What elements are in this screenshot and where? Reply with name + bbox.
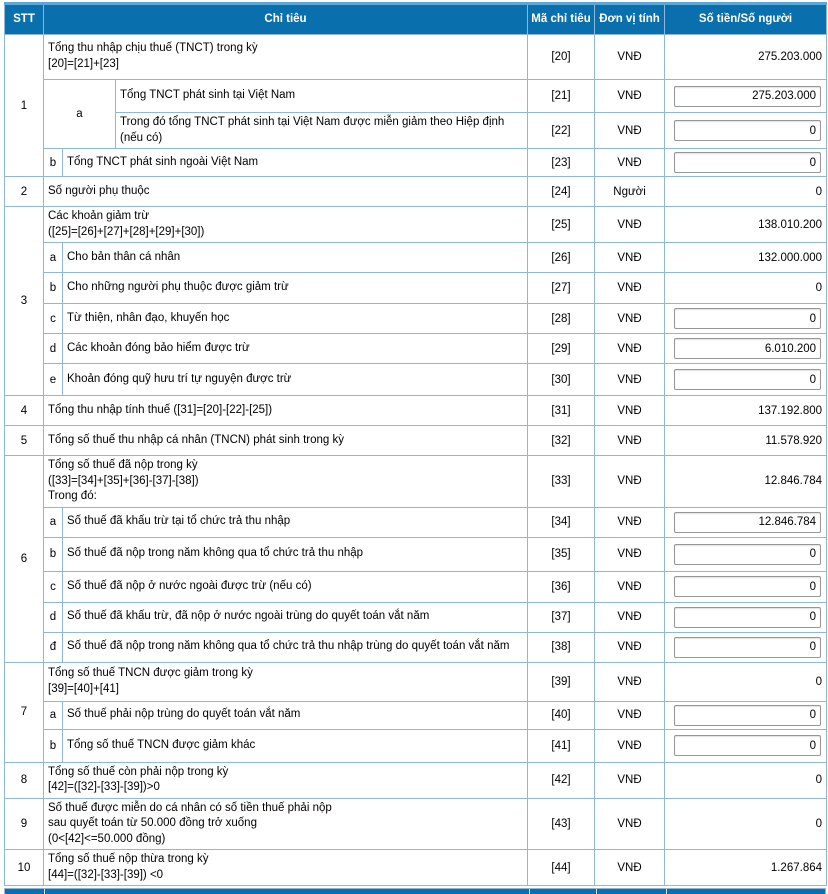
unit-label: VNĐ bbox=[595, 364, 665, 396]
table-row bbox=[5, 632, 827, 662]
amount-cell bbox=[665, 80, 827, 113]
amount-input[interactable] bbox=[674, 152, 821, 173]
amount-value: 137.192.800 bbox=[665, 396, 827, 426]
unit-label: Người bbox=[595, 177, 665, 207]
criteria-text: Tổng số thuế TNCN được giảm khác bbox=[63, 729, 528, 762]
criteria-text: Số thuế đã nộp ở nước ngoài được trừ (nếu có) bbox=[63, 571, 528, 602]
table-row bbox=[5, 177, 827, 207]
table-row bbox=[5, 35, 827, 80]
row-letter: d bbox=[44, 334, 63, 364]
criteria-code: [30] bbox=[528, 364, 595, 396]
criteria-code: [22] bbox=[528, 113, 595, 149]
amount-cell bbox=[665, 537, 827, 571]
criteria-code: [40] bbox=[528, 701, 595, 729]
criteria-code: [42] bbox=[528, 762, 595, 798]
criteria-text: Số thuế đã nộp trong năm không qua tổ chức trả thu nhập bbox=[63, 537, 528, 571]
row-letter: a bbox=[44, 243, 63, 273]
criteria-text: Tổng số thuế nộp thừa trong kỳ [44]=([32]-[33]-[39]) <0 bbox=[44, 850, 528, 886]
table-row bbox=[5, 701, 827, 729]
row-letter: b bbox=[44, 273, 63, 304]
criteria-text: Số thuế đã nộp trong năm không qua tổ chức trả thu nhập trùng do quyết toán vắt năm bbox=[63, 632, 528, 662]
amount-value: 132.000.000 bbox=[665, 243, 827, 273]
table-row bbox=[5, 850, 827, 886]
table-row bbox=[5, 364, 827, 396]
criteria-code: [38] bbox=[528, 632, 595, 662]
criteria-text: Tổng số thuế thu nhập cá nhân (TNCN) phát sinh trong kỳ bbox=[44, 426, 528, 456]
table-row bbox=[5, 243, 827, 273]
row-number: 4 bbox=[5, 396, 44, 426]
criteria-text: Cho những người phụ thuộc được giảm trừ bbox=[63, 273, 528, 304]
criteria-code: [35] bbox=[528, 537, 595, 571]
row-number: 6 bbox=[5, 456, 44, 663]
amount-cell bbox=[665, 729, 827, 762]
criteria-code: [43] bbox=[528, 798, 595, 850]
unit-label: VNĐ bbox=[595, 729, 665, 762]
amount-value: 0 bbox=[665, 798, 827, 850]
unit-label: VNĐ bbox=[595, 113, 665, 149]
unit-label: VNĐ bbox=[595, 396, 665, 426]
table-row bbox=[5, 334, 827, 364]
amount-input[interactable] bbox=[674, 512, 821, 533]
table-header-row bbox=[5, 4, 827, 35]
amount-cell bbox=[665, 632, 827, 662]
next-section-header-strip bbox=[4, 888, 826, 894]
table-row bbox=[5, 207, 827, 243]
table-row bbox=[5, 571, 827, 602]
amount-value: 12.846.784 bbox=[665, 456, 827, 508]
criteria-text: Trong đó tổng TNCT phát sinh tại Việt Nam được miễn giảm theo Hiệp định (nếu có) bbox=[116, 113, 528, 149]
criteria-code: [28] bbox=[528, 304, 595, 334]
amount-cell bbox=[665, 507, 827, 537]
row-number: 1 bbox=[5, 35, 44, 177]
unit-label: VNĐ bbox=[595, 537, 665, 571]
amount-cell bbox=[665, 334, 827, 364]
criteria-text: Tổng thu nhập tính thuế ([31]=[20]-[22]-[25]) bbox=[44, 396, 528, 426]
unit-label: VNĐ bbox=[595, 798, 665, 850]
table-row bbox=[5, 602, 827, 632]
tax-declaration-table bbox=[4, 2, 827, 886]
table-row bbox=[5, 426, 827, 456]
table-row bbox=[5, 537, 827, 571]
amount-value: 0 bbox=[665, 273, 827, 304]
criteria-code: [21] bbox=[528, 80, 595, 113]
row-letter: c bbox=[44, 304, 63, 334]
criteria-code: [25] bbox=[528, 207, 595, 243]
table-row bbox=[5, 762, 827, 798]
row-letter: b bbox=[44, 149, 63, 177]
criteria-code: [31] bbox=[528, 396, 595, 426]
amount-value: 11.578.920 bbox=[665, 426, 827, 456]
row-letter: b bbox=[44, 729, 63, 762]
unit-label: VNĐ bbox=[595, 701, 665, 729]
amount-input[interactable] bbox=[674, 338, 821, 359]
criteria-code: [39] bbox=[528, 662, 595, 701]
table-row bbox=[5, 662, 827, 701]
row-letter: e bbox=[44, 364, 63, 396]
row-number: 7 bbox=[5, 662, 44, 762]
table-row bbox=[5, 304, 827, 334]
criteria-text: Tổng số thuế còn phải nộp trong kỳ [42]=([32]-[33]-[39])>0 bbox=[44, 762, 528, 798]
unit-column-header: Đơn vị tính bbox=[595, 4, 665, 35]
table-row bbox=[5, 149, 827, 177]
row-number: 5 bbox=[5, 426, 44, 456]
amount-cell bbox=[665, 602, 827, 632]
amount-cell bbox=[665, 304, 827, 334]
amount-cell bbox=[665, 364, 827, 396]
criteria-code: [27] bbox=[528, 273, 595, 304]
criteria-text: Từ thiện, nhân đạo, khuyến học bbox=[63, 304, 528, 334]
table-row bbox=[5, 507, 827, 537]
criteria-text: Tổng số thuế đã nộp trong kỳ ([33]=[34]+[35]+[36]-[37]-[38]) Trong đó: bbox=[44, 456, 528, 508]
stt-column-header: STT bbox=[5, 4, 44, 35]
table-row bbox=[5, 273, 827, 304]
amount-input[interactable] bbox=[674, 576, 821, 597]
criteria-text: Các khoản đóng bảo hiểm được trừ bbox=[63, 334, 528, 364]
amount-input[interactable] bbox=[674, 308, 821, 329]
row-number: 10 bbox=[5, 850, 44, 886]
row-letter: c bbox=[44, 571, 63, 602]
criteria-text: Số người phụ thuộc bbox=[44, 177, 528, 207]
criteria-text: Tổng TNCT phát sinh tại Việt Nam bbox=[116, 80, 528, 113]
amount-input[interactable] bbox=[674, 544, 821, 565]
criteria-text: Tổng thu nhập chịu thuế (TNCT) trong kỳ [20]=[21]+[23] bbox=[44, 35, 528, 80]
criteria-code: [29] bbox=[528, 334, 595, 364]
amount-cell bbox=[665, 149, 827, 177]
amount-input[interactable] bbox=[674, 120, 821, 141]
table-row bbox=[5, 798, 827, 850]
unit-label: VNĐ bbox=[595, 426, 665, 456]
criteria-code: [20] bbox=[528, 35, 595, 80]
table-row bbox=[5, 729, 827, 762]
criteria-text: Số thuế đã khấu trừ tại tổ chức trả thu nhập bbox=[63, 507, 528, 537]
criteria-text: Các khoản giảm trừ ([25]=[26]+[27]+[28]+[29]+[30]) bbox=[44, 207, 528, 243]
row-letter: a bbox=[44, 701, 63, 729]
amount-value: 0 bbox=[665, 762, 827, 798]
criteria-code: [26] bbox=[528, 243, 595, 273]
amount-value: 138.010.200 bbox=[665, 207, 827, 243]
criteria-text: Số thuế phải nộp trùng do quyết toán vắt năm bbox=[63, 701, 528, 729]
amount-cell bbox=[665, 571, 827, 602]
unit-label: VNĐ bbox=[595, 304, 665, 334]
unit-label: VNĐ bbox=[595, 507, 665, 537]
criteria-text: Khoản đóng quỹ hưu trí tự nguyện được trừ bbox=[63, 364, 528, 396]
unit-label: VNĐ bbox=[595, 602, 665, 632]
criteria-code: [24] bbox=[528, 177, 595, 207]
unit-label: VNĐ bbox=[595, 80, 665, 113]
amount-column-header: Số tiền/Số người bbox=[665, 4, 827, 35]
criteria-code: [36] bbox=[528, 571, 595, 602]
criteria-text: Số thuế đã khấu trừ, đã nộp ở nước ngoài trùng do quyết toán vắt năm bbox=[63, 602, 528, 632]
criteria-code: [34] bbox=[528, 507, 595, 537]
unit-label: VNĐ bbox=[595, 850, 665, 886]
criteria-code: [23] bbox=[528, 149, 595, 177]
row-letter: đ bbox=[44, 632, 63, 662]
unit-label: VNĐ bbox=[595, 456, 665, 508]
amount-input[interactable] bbox=[674, 735, 821, 756]
unit-label: VNĐ bbox=[595, 149, 665, 177]
criteria-code: [41] bbox=[528, 729, 595, 762]
criteria-column-header: Chỉ tiêu bbox=[44, 4, 528, 35]
amount-value: 0 bbox=[665, 177, 827, 207]
unit-label: VNĐ bbox=[595, 632, 665, 662]
unit-label: VNĐ bbox=[595, 243, 665, 273]
unit-label: VNĐ bbox=[595, 273, 665, 304]
criteria-text: Cho bản thân cá nhân bbox=[63, 243, 528, 273]
amount-input[interactable] bbox=[674, 369, 821, 390]
row-number: 8 bbox=[5, 762, 44, 798]
criteria-code: [32] bbox=[528, 426, 595, 456]
table-row bbox=[5, 456, 827, 508]
row-letter: a bbox=[44, 80, 116, 149]
amount-value: 275.203.000 bbox=[665, 35, 827, 80]
amount-input[interactable] bbox=[674, 705, 821, 726]
row-number: 2 bbox=[5, 177, 44, 207]
unit-label: VNĐ bbox=[595, 35, 665, 80]
amount-value: 1.267.864 bbox=[665, 850, 827, 886]
row-number: 9 bbox=[5, 798, 44, 850]
criteria-text: Số thuế được miễn do cá nhân có số tiền thuế phải nộp sau quyết toán từ 50.000 đồng trở xuống (0<[42]<=50.000 đồng) bbox=[44, 798, 528, 850]
amount-cell bbox=[665, 113, 827, 149]
amount-input[interactable] bbox=[674, 86, 821, 107]
table-row bbox=[5, 396, 827, 426]
amount-value: 0 bbox=[665, 662, 827, 701]
unit-label: VNĐ bbox=[595, 334, 665, 364]
unit-label: VNĐ bbox=[595, 207, 665, 243]
row-letter: a bbox=[44, 507, 63, 537]
criteria-code: [44] bbox=[528, 850, 595, 886]
code-column-header: Mã chỉ tiêu bbox=[528, 4, 595, 35]
row-letter: b bbox=[44, 537, 63, 571]
table-row bbox=[5, 80, 827, 113]
table-row bbox=[5, 113, 827, 149]
unit-label: VNĐ bbox=[595, 662, 665, 701]
unit-label: VNĐ bbox=[595, 762, 665, 798]
row-number: 3 bbox=[5, 207, 44, 396]
criteria-text: Tổng TNCT phát sinh ngoài Việt Nam bbox=[63, 149, 528, 177]
amount-input[interactable] bbox=[674, 637, 821, 658]
criteria-code: [33] bbox=[528, 456, 595, 508]
amount-input[interactable] bbox=[674, 607, 821, 628]
amount-cell bbox=[665, 701, 827, 729]
row-letter: d bbox=[44, 602, 63, 632]
criteria-text: Tổng số thuế TNCN được giảm trong kỳ [39]=[40]+[41] bbox=[44, 662, 528, 701]
criteria-code: [37] bbox=[528, 602, 595, 632]
unit-label: VNĐ bbox=[595, 571, 665, 602]
